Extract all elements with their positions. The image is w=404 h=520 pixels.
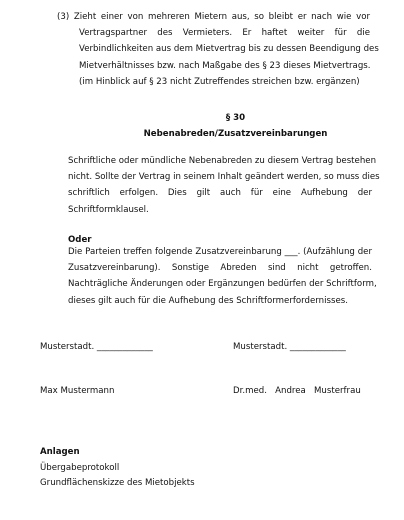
attachment-item: Übergabeprotokoll: [40, 463, 120, 473]
section-number: § 30: [225, 113, 246, 123]
text-line: dieses gilt auch für die Aufhebung des Schriftformerfordernisses.: [68, 295, 348, 306]
section-3-paragraph: [57, 9, 379, 90]
text-line: Verbindlichkeiten aus dem Mietvertrag bis zu dessen Beendigung des: [79, 44, 379, 55]
text-line: (im Hinblick auf § 23 nicht Zutreffendes streichen bzw. ergänzen): [79, 76, 360, 87]
text-line: Schriftliche oder mündliche Nebenabreden zu diesem Vertrag bestehen: [68, 156, 377, 166]
text-line: schriftlich erfolgen. Dies gilt auch für eine Aufhebung der: [68, 188, 372, 199]
zusatzvereinbarung-paragraph: [68, 244, 377, 309]
text-line: nicht. Sollte der Vertrag in seinem Inhalt geändert werden, so muss dies: [68, 172, 380, 183]
nebenabreden-paragraph: [68, 153, 380, 218]
text-line: Mietverhältnisses bzw. nach Maßgabe des § 23 dieses Mietvertrags.: [79, 60, 371, 71]
oder-heading: Oder: [68, 235, 92, 245]
section-title: Nebenabreden/Zusatzvereinbarungen: [143, 129, 328, 139]
signature-place-right: Musterstadt. _____________: [233, 342, 346, 352]
attachments-heading: Anlagen: [40, 447, 80, 457]
text-line: Vertragspartner des Vermieters. Er haftet weiter für die: [79, 28, 370, 39]
text-line: Zusatzvereinbarung). Sonstige Abreden sind nicht getroffen.: [68, 263, 372, 274]
text-line: Nachträgliche Änderungen oder Ergänzungen bedürfen der Schriftform,: [68, 279, 377, 290]
signature-name-right: Dr.med. Andrea Musterfrau: [233, 386, 361, 396]
text-line: Die Parteien treffen folgende Zusatzvereinbarung ___. (Aufzählung der: [68, 247, 372, 257]
attachment-item: Grundflächenskizze des Mietobjekts: [40, 478, 195, 488]
text-line: Schriftformklausel.: [68, 204, 149, 215]
text-line: (3) Zieht einer von mehreren Mietern aus, so bleibt er nach wie vor: [57, 12, 370, 22]
signature-name-left: Max Mustermann: [40, 386, 115, 396]
signature-place-left: Musterstadt. _____________: [40, 342, 153, 352]
